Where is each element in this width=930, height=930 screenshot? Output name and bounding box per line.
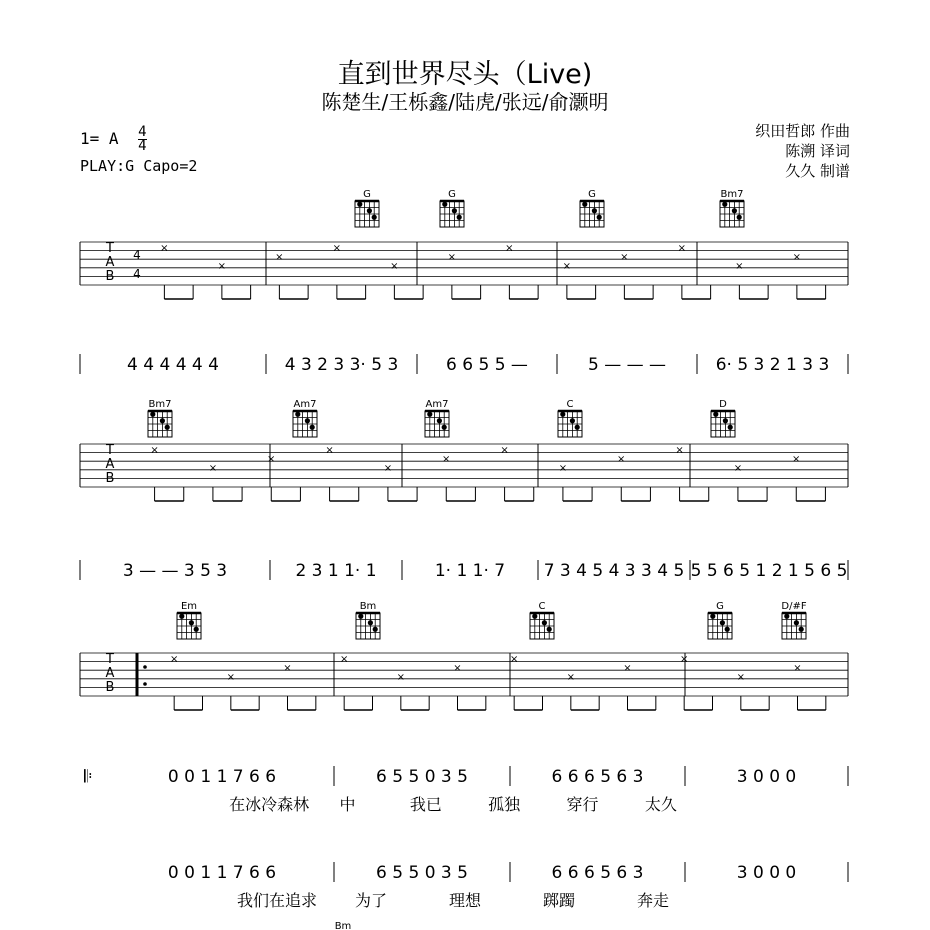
jianpu-bar: 7 3 4 5 4 3 3 4 5 bbox=[543, 561, 685, 581]
chord-dot bbox=[165, 425, 170, 430]
lyric-word: 我们在追求 bbox=[236, 891, 318, 910]
chord-dot bbox=[784, 614, 789, 619]
chord-name: C bbox=[538, 601, 546, 612]
play-capo: PLAY:G Capo=2 bbox=[80, 157, 198, 175]
chord-diagram bbox=[530, 601, 554, 639]
chord-dot bbox=[794, 620, 799, 625]
lyric-word: 孤独 bbox=[488, 795, 521, 814]
chord-dot bbox=[373, 627, 378, 632]
lyric-word: 我已 bbox=[409, 795, 442, 814]
chord-dot bbox=[372, 215, 377, 220]
tab-muted-note: × bbox=[275, 252, 284, 263]
tab-muted-note: × bbox=[793, 663, 802, 674]
song-artists: 陈楚生/王栎鑫/陆虎/张远/俞灏明 bbox=[321, 90, 609, 114]
tab-muted-note: × bbox=[396, 672, 406, 683]
chord-diagram bbox=[558, 399, 582, 437]
tab-muted-note: × bbox=[558, 463, 568, 474]
chord-diagram bbox=[355, 189, 379, 227]
chord-diagram bbox=[440, 189, 464, 227]
chord-dot bbox=[357, 202, 362, 207]
lyric-word: 中 bbox=[339, 795, 356, 814]
repeat-sign: 𝄆 bbox=[84, 767, 93, 787]
jianpu-bar: 4 4 4 4 4 4 bbox=[127, 355, 219, 375]
chord-dot bbox=[358, 614, 363, 619]
tab-muted-note: × bbox=[792, 454, 801, 465]
tab-muted-note: × bbox=[339, 654, 349, 665]
chord-diagram bbox=[708, 601, 732, 639]
chord-name: Am7 bbox=[293, 399, 317, 410]
chord-dot bbox=[427, 412, 432, 417]
chord-name: Bm7 bbox=[148, 399, 172, 410]
tab-muted-note: × bbox=[453, 663, 462, 674]
tab-muted-note: × bbox=[442, 454, 451, 465]
jianpu-bar: 0 0 1 1 7 6 6 bbox=[167, 767, 277, 787]
lyric-word: 奔走 bbox=[636, 891, 670, 910]
jianpu-bar: 6 6 6 5 6 3 bbox=[551, 767, 644, 787]
jianpu-bar: 3 0 0 0 bbox=[736, 863, 797, 883]
chord-diagram bbox=[293, 399, 317, 437]
tab-muted-note: × bbox=[623, 663, 632, 674]
chord-dot bbox=[575, 425, 580, 430]
tab-muted-note: × bbox=[617, 454, 626, 465]
tab-clef-letter: A bbox=[105, 457, 115, 472]
lyric-word: 踯躅 bbox=[542, 891, 576, 910]
tab-muted-note: × bbox=[509, 654, 519, 665]
chord-dot bbox=[194, 627, 199, 632]
lyric-word: 为了 bbox=[354, 891, 388, 910]
chord-name: Am7 bbox=[425, 399, 449, 410]
tab-muted-note: × bbox=[208, 463, 218, 474]
jianpu-bar: 6 5 5 0 3 5 bbox=[376, 767, 468, 787]
tab-clef-letter: B bbox=[105, 680, 115, 695]
chord-dot bbox=[189, 620, 194, 625]
jianpu-bar: 2 3 1 1· 1 bbox=[295, 561, 377, 581]
chord-dot bbox=[799, 627, 804, 632]
chord-diagram bbox=[356, 601, 380, 639]
tab-muted-note: × bbox=[325, 445, 334, 456]
tab-muted-note: × bbox=[792, 252, 802, 263]
chord-dot bbox=[442, 425, 447, 430]
chord-name: C bbox=[566, 399, 574, 410]
tab-muted-note: × bbox=[500, 445, 509, 456]
chord-dot bbox=[150, 412, 155, 417]
chord-dot bbox=[713, 412, 718, 417]
tab-muted-note: × bbox=[733, 463, 743, 474]
tab-muted-note: × bbox=[217, 261, 227, 272]
chord-name: G bbox=[363, 189, 371, 200]
tab-muted-note: × bbox=[390, 261, 399, 272]
tab-muted-note: × bbox=[383, 463, 393, 474]
chord-name: Em bbox=[180, 601, 198, 612]
tab-clef-letter: A bbox=[105, 666, 115, 681]
chord-dot bbox=[295, 412, 300, 417]
chord-diagram bbox=[425, 399, 449, 437]
tab-muted-note: × bbox=[620, 252, 629, 263]
chord-diagram bbox=[148, 399, 172, 437]
chord-name: G bbox=[588, 189, 596, 200]
tab-clef-letter: A bbox=[105, 255, 115, 270]
tab-muted-note: × bbox=[679, 654, 689, 665]
tab-muted-note: × bbox=[283, 663, 292, 674]
chord-dot bbox=[732, 208, 737, 213]
jianpu-bar: 5 — — — bbox=[587, 355, 667, 375]
chord-dot bbox=[720, 620, 725, 625]
lyric-word: 太久 bbox=[644, 795, 677, 814]
chord-name: G bbox=[716, 601, 724, 612]
time-sig-bottom: 4 bbox=[138, 138, 147, 154]
tab-clef-letter: T bbox=[106, 652, 114, 667]
chord-dot bbox=[737, 215, 742, 220]
chord-dot bbox=[532, 614, 537, 619]
chord-dot bbox=[725, 627, 730, 632]
chord-dot bbox=[310, 425, 315, 430]
tab-muted-note: × bbox=[447, 252, 457, 263]
jianpu-bar: 6 6 5 5 — bbox=[446, 355, 528, 375]
repeat-dot bbox=[143, 682, 147, 686]
chord-dot bbox=[597, 215, 602, 220]
jianpu-bar: 3 0 0 0 bbox=[736, 767, 797, 787]
chord-dot bbox=[723, 418, 728, 423]
lyricist-credit: 陈溯 译词 bbox=[785, 142, 850, 160]
tab-muted-note: × bbox=[505, 243, 514, 254]
key-prefix: 1= A bbox=[80, 129, 119, 148]
chord-name: Bm7 bbox=[720, 189, 744, 200]
tab-clef-letter: B bbox=[105, 471, 115, 486]
tab-time-sig: 4 bbox=[133, 267, 141, 281]
jianpu-bar: 5 5 6 5 1 2 1 5 6 5 bbox=[690, 561, 848, 581]
tab-muted-note: × bbox=[160, 243, 169, 254]
tab-muted-note: × bbox=[150, 445, 159, 456]
tab-muted-note: × bbox=[332, 243, 342, 254]
chord-dot bbox=[542, 620, 547, 625]
chord-diagram bbox=[711, 399, 735, 437]
chord-dot bbox=[437, 418, 442, 423]
jianpu-bar: 6 6 6 5 6 3 bbox=[551, 863, 644, 883]
tab-muted-note: × bbox=[675, 445, 684, 456]
tab-muted-note: × bbox=[736, 672, 746, 683]
chord-dot bbox=[728, 425, 733, 430]
chord-dot bbox=[722, 202, 727, 207]
tab-muted-note: × bbox=[267, 454, 276, 465]
tab-time-sig: 4 bbox=[133, 248, 141, 262]
lyric-word: 理想 bbox=[448, 891, 482, 910]
chord-name: D/#F bbox=[781, 601, 807, 612]
composer-credit: 织田哲郎 作曲 bbox=[755, 122, 850, 140]
lyric-word: 在冰冷森林 bbox=[229, 795, 310, 814]
tab-muted-note: × bbox=[677, 243, 687, 254]
chord-dot bbox=[560, 412, 565, 417]
chord-name: Bm bbox=[359, 601, 377, 612]
chord-name: D bbox=[719, 399, 727, 410]
tab-muted-note: × bbox=[169, 654, 179, 665]
chord-dot bbox=[547, 627, 552, 632]
tab-muted-note: × bbox=[735, 261, 744, 272]
chord-dot bbox=[582, 202, 587, 207]
tab-muted-note: × bbox=[226, 672, 236, 683]
tab-muted-note: × bbox=[562, 261, 572, 272]
transcriber-credit: 久久 制谱 bbox=[785, 162, 850, 180]
chord-dot bbox=[570, 418, 575, 423]
chord-dot bbox=[305, 418, 310, 423]
chord-diagram bbox=[580, 189, 604, 227]
jianpu-bar: 0 0 1 1 7 6 6 bbox=[167, 863, 277, 883]
tab-muted-note: × bbox=[566, 672, 576, 683]
time-sig-top: 4 bbox=[138, 124, 147, 140]
chord-name: Bm bbox=[334, 921, 352, 930]
tab-clef-letter: T bbox=[106, 443, 114, 458]
chord-dot bbox=[457, 215, 462, 220]
chord-dot bbox=[710, 614, 715, 619]
chord-diagram bbox=[720, 189, 744, 227]
tab-clef-letter: T bbox=[106, 241, 114, 256]
chord-diagram bbox=[781, 601, 806, 639]
chord-dot bbox=[368, 620, 373, 625]
chord-dot bbox=[179, 614, 184, 619]
lyric-word: 穿行 bbox=[566, 795, 599, 814]
chord-dot bbox=[367, 208, 372, 213]
repeat-dot bbox=[143, 665, 147, 669]
jianpu-bar: 1· 1 1· 7 bbox=[434, 561, 506, 581]
jianpu-bar: 3 — — 3 5 3 bbox=[122, 561, 228, 581]
chord-dot bbox=[452, 208, 457, 213]
chord-diagram bbox=[177, 601, 201, 639]
chord-dot bbox=[442, 202, 447, 207]
song-title: 直到世界尽头（Live) bbox=[337, 59, 593, 90]
chord-dot bbox=[160, 418, 165, 423]
jianpu-bar: 6· 5 3 2 1 3 3 bbox=[715, 355, 830, 375]
chord-dot bbox=[592, 208, 597, 213]
chord-name: G bbox=[448, 189, 456, 200]
jianpu-bar: 6 5 5 0 3 5 bbox=[376, 863, 468, 883]
tab-clef-letter: B bbox=[105, 269, 115, 284]
jianpu-bar: 4 3 2 3 3· 5 3 bbox=[284, 355, 399, 375]
